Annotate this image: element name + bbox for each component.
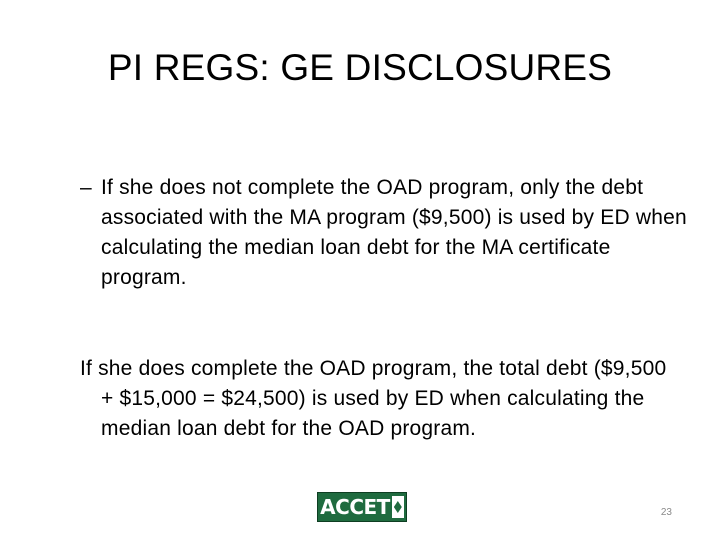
slide-title: PI REGS: GE DISCLOSURES (107, 47, 613, 88)
page-number: 23 (660, 507, 672, 518)
dash-marker: – (80, 176, 92, 199)
accet-logo (317, 492, 407, 522)
bullet-does-complete (80, 354, 681, 444)
bullet-not-complete (80, 173, 701, 293)
bullet-does-complete-text: If she does complete the OAD program, the total debt ($9,500 + $15,000 = $24,500) is used by ED when calculating the median loan debt for the OAD program. (80, 357, 667, 440)
logo-text: ACCET (320, 495, 390, 519)
bullet-not-complete-text: If she does not complete the OAD program, only the debt associated with the MA program ($9,500) is used by ED when calculating the median loan debt for the MA certificate program. (101, 176, 687, 289)
logo-diamond-icon (392, 496, 404, 518)
